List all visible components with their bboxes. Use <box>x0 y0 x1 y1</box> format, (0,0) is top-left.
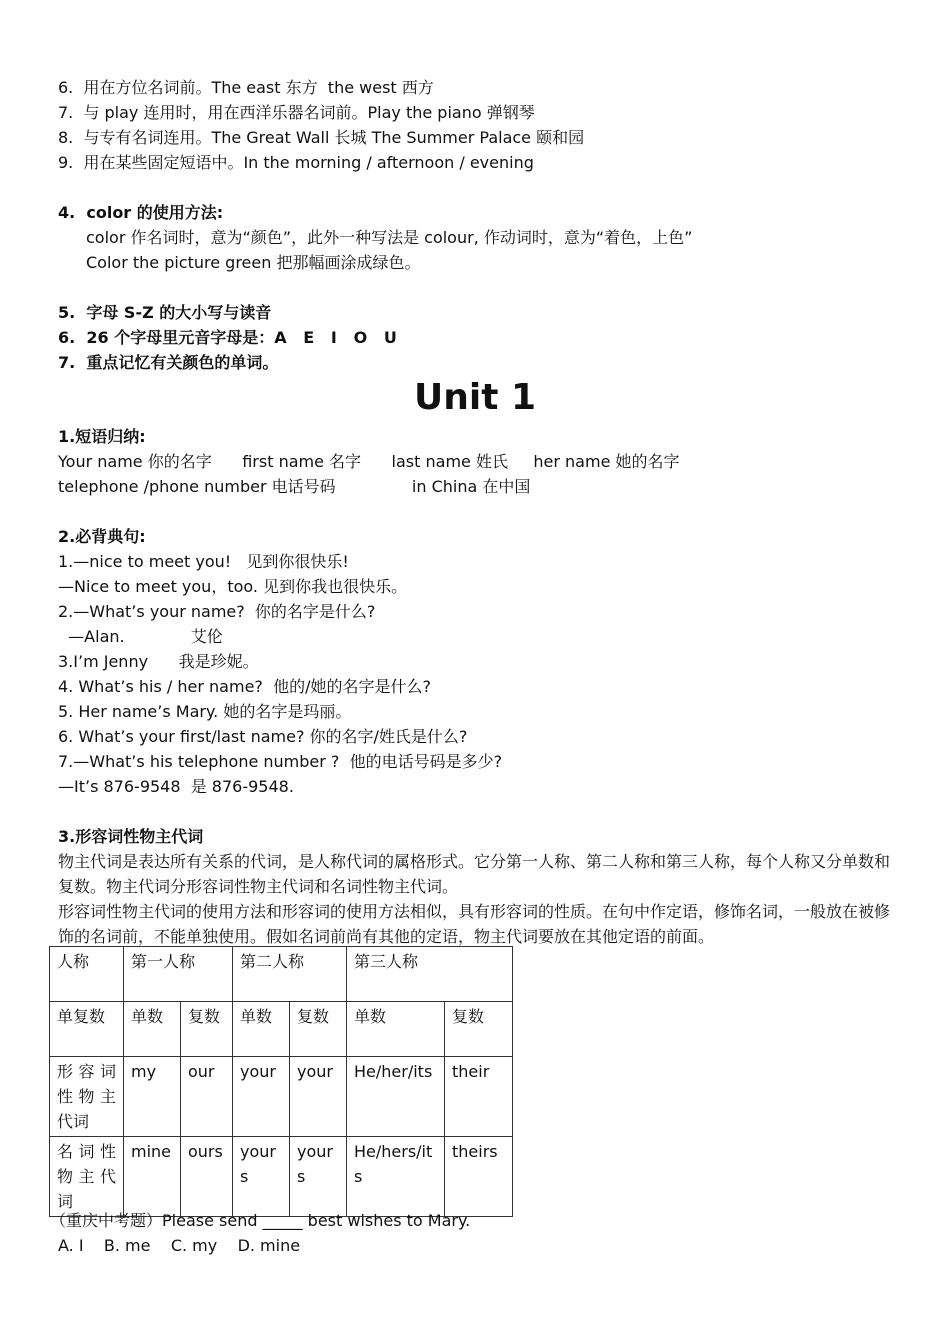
table-cell: 复数 <box>445 1002 513 1057</box>
table-cell: mine <box>124 1137 181 1217</box>
section-heading-color-usage: 4. color 的使用方法: <box>58 203 224 222</box>
possessive-heading: 3.形容词性物主代词 <box>58 827 204 846</box>
sentences-heading: 2.必背典句: <box>58 527 146 546</box>
list-item: 6. 用在方位名词前。The east 东方 the west 西方 <box>58 78 434 97</box>
sentence-line: —Alan. 艾伦 <box>58 627 223 646</box>
sentence-line: 5. Her name’s Mary. 她的名字是玛丽。 <box>58 702 352 721</box>
sentence-line: 4. What’s his / her name? 他的/她的名字是什么? <box>58 677 431 696</box>
section-heading-colors: 7. 重点记忆有关颜色的单词。 <box>58 353 279 372</box>
table-header-second-person: 第二人称 <box>233 947 347 1002</box>
sentence-line: —It’s 876-9548 是 876-9548. <box>58 777 294 796</box>
table-cell: 单数 <box>124 1002 181 1057</box>
table-cell: your <box>290 1057 347 1137</box>
sentence-line: 2.—What’s your name? 你的名字是什么? <box>58 602 376 621</box>
table-cell: their <box>445 1057 513 1137</box>
sentence-line: 1.—nice to meet you! 见到你很快乐! <box>58 552 349 571</box>
phrases-line: Your name 你的名字 first name 名字 last name 姓氏 her name 她的名字 <box>58 452 680 471</box>
table-cell: He/hers/its <box>347 1137 445 1217</box>
table-header-person: 人称 <box>50 947 124 1002</box>
possessive-pronoun-table <box>49 946 513 1217</box>
table-cell: 复数 <box>290 1002 347 1057</box>
table-cell: my <box>124 1057 181 1137</box>
possessive-paragraph: 物主代词是表达所有关系的代词，是人称代词的属格形式。它分第一人称、第二人称和第三人称，每个人称又分单数和复数。物主代词分形容词性物主代词和名词性物主代词。 <box>58 852 891 896</box>
phrases-line: telephone /phone number 电话号码 in China 在中国 <box>58 477 531 496</box>
possessive-paragraph: 形容词性物主代词的使用方法和形容词的使用方法相似，具有形容词的性质。在句中作定语，修饰名词，一般放在被修饰的名词前，不能单独使用。假如名词前尚有其他的定语，物主代词要放在其他定语的前面。 <box>58 902 891 946</box>
unit-title: Unit 1 <box>414 377 536 418</box>
list-item: 9. 用在某些固定短语中。In the morning / afternoon / evening <box>58 153 534 172</box>
list-item: 8. 与专有名词连用。The Great Wall 长城 The Summer Palace 颐和园 <box>58 128 585 147</box>
table-cell: 单数 <box>347 1002 445 1057</box>
sentence-line: —Nice to meet you，too. 见到你我也很快乐。 <box>58 577 408 596</box>
table-cell: yours <box>233 1137 290 1217</box>
list-item: 7. 与 play 连用时，用在西洋乐器名词前。Play the piano 弹钢琴 <box>58 103 535 122</box>
table-cell: theirs <box>445 1137 513 1217</box>
color-usage-example: Color the picture green 把那幅画涂成绿色。 <box>86 253 421 272</box>
table-cell: our <box>181 1057 233 1137</box>
table-cell: 单数 <box>233 1002 290 1057</box>
table-row-label-noun: 名词性物主代词 <box>50 1137 124 1217</box>
table-row-label-adjective: 形容词性物主代词 <box>50 1057 124 1137</box>
phrases-heading: 1.短语归纳: <box>58 427 146 446</box>
exam-question: （重庆中考题）Please send _____ best wishes to Mary. <box>50 1211 471 1230</box>
table-cell: ours <box>181 1137 233 1217</box>
sentence-line: 7.—What’s his telephone number ? 他的电话号码是多少? <box>58 752 503 771</box>
table-cell: He/her/its <box>347 1057 445 1137</box>
exam-options: A. I B. me C. my D. mine <box>58 1236 301 1255</box>
table-row-label-number: 单复数 <box>50 1002 124 1057</box>
table-cell: your <box>233 1057 290 1137</box>
table-header-third-person: 第三人称 <box>347 947 513 1002</box>
table-cell: yours <box>290 1137 347 1217</box>
section-heading-letters: 5. 字母 S-Z 的大小写与读音 <box>58 303 272 322</box>
color-usage-text: color 作名词时，意为“颜色”，此外一种写法是 colour, 作动词时，意为“着色，上色” <box>86 228 693 247</box>
sentence-line: 6. What’s your first/last name? 你的名字/姓氏是什么? <box>58 727 468 746</box>
table-header-first-person: 第一人称 <box>124 947 233 1002</box>
sentence-line: 3.I’m Jenny 我是珍妮。 <box>58 652 259 671</box>
section-heading-vowels: 6. 26 个字母里元音字母是：A E I O U <box>58 328 397 347</box>
table-cell: 复数 <box>181 1002 233 1057</box>
